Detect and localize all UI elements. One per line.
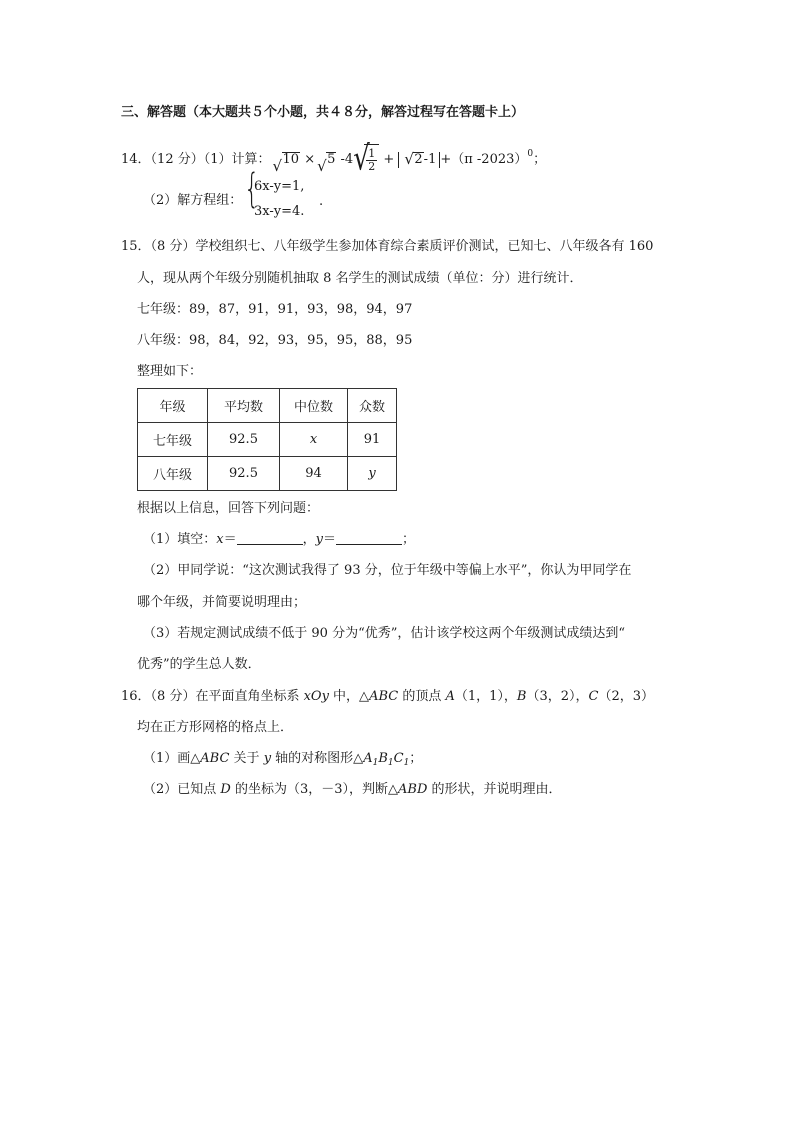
var-abd: ABD [398, 782, 428, 797]
cell-median: x [280, 423, 348, 457]
answer-blank-x[interactable] [237, 531, 303, 545]
q16-line2: 均在正方形网格的格点上． [137, 720, 294, 735]
q16-p2-text: 的坐标为（3，－3），判断△ [230, 782, 399, 797]
plus-sign: + [383, 152, 395, 167]
subscript-1: 1 [372, 758, 379, 768]
point-b1: B [378, 751, 388, 766]
q16-part1 [143, 750, 422, 772]
q15-p1-label: （1）填空： [143, 532, 217, 547]
semicolon: ； [409, 751, 423, 766]
question-14-part1 [121, 139, 547, 179]
q15-part2-line1: （2）甲同学说：“这次测试我得了 93 分，位于年级中等偏上水平”，你认为甲同学在 [143, 563, 632, 578]
coord-c: （2，3） [598, 689, 655, 704]
point-b: B [516, 689, 527, 704]
coord-b: （3，2）， [526, 689, 589, 704]
equals-sign: ＝ [223, 532, 237, 547]
system-brace: { [244, 166, 260, 212]
sqrt-one-half: √ $\frac{1}{2}$ [353, 144, 379, 176]
q16-line1 [121, 688, 654, 706]
q16-p2-text: 的形状，并说明理由． [427, 782, 562, 797]
q16-p2-text: （2）已知点 [143, 782, 221, 797]
var-y: y [263, 751, 272, 766]
header-grade: 年级 [138, 389, 208, 423]
grade7-scores: 七年级：89，87，91，91，93，98，94，97 [137, 302, 413, 317]
cell-median: 94 [280, 457, 348, 491]
exponent-zero: 0 [527, 149, 534, 159]
grade8-scores: 八年级：98，84，92，93，95，95，88，95 [137, 333, 413, 348]
coord-a: （1，1）， [454, 689, 517, 704]
cell-grade: 八年级 [138, 457, 208, 491]
q15-line2: 人，现从两个年级分别随机抽取 8 名学生的测试成绩（单位：分）进行统计． [137, 271, 583, 286]
q14-number: 14． [121, 152, 151, 167]
point-c: C [588, 689, 599, 704]
times-sign: × [304, 152, 316, 167]
semicolon: ； [402, 532, 416, 547]
var-abc: ABC [369, 689, 399, 704]
cell-grade: 七年级 [138, 423, 208, 457]
cell-mean: 92.5 [208, 423, 280, 457]
q16-text: 的顶点 [398, 689, 446, 704]
stats-table [137, 388, 397, 491]
cell-mode: y [348, 457, 397, 491]
q16-p1-text: 关于 [229, 751, 264, 766]
comma: ， [302, 532, 316, 547]
equation-2: 3x-y=4. [254, 204, 305, 219]
equals-sign: ＝ [323, 532, 337, 547]
q15-prompt: 根据以上信息，回答下列问题： [137, 501, 320, 516]
q14-points: （12 分） [150, 152, 204, 167]
q16-text: 中，△ [328, 689, 370, 704]
table-row [138, 423, 397, 457]
point-a: A [445, 689, 455, 704]
var-xoy: xOy [303, 689, 329, 704]
q15-part2-line2: 哪个年级，并简要说明理由； [137, 595, 307, 610]
sqrt-5: √ 5 [317, 152, 336, 175]
section-heading: 三、解答题（本大题共５个小题，共４８分，解答过程写在答题卡上） [121, 105, 525, 120]
subscript-1: 1 [387, 758, 394, 768]
q16-part2 [143, 781, 562, 799]
table-header-row [138, 389, 397, 423]
var-x: x [216, 532, 224, 547]
pi-term: +（π -2023） [440, 152, 528, 167]
table-row [138, 457, 397, 491]
subscript-1: 1 [403, 758, 410, 768]
header-mode: 众数 [348, 389, 397, 423]
q16-p1-text: （1）画△ [143, 751, 201, 766]
equation-1: 6x-y=1, [254, 179, 305, 194]
var-abc: ABC [200, 751, 230, 766]
abs-sqrt2-minus-1: √ 2-1 [398, 152, 440, 168]
point-c1: C [393, 751, 404, 766]
q14-part1-label: （1）计算： [203, 152, 271, 167]
answer-blank-y[interactable] [336, 531, 402, 545]
q15-line1: 15．（8 分）学校组织七、八年级学生参加体育综合素质评价测试，已知七、八年级各有 160 [121, 239, 654, 254]
equation-end: . [319, 194, 324, 209]
cell-mode: 91 [348, 423, 397, 457]
var-y: y [315, 532, 324, 547]
q14-part2-label: （2）解方程组： [143, 193, 243, 208]
q16-text: 16．（8 分）在平面直角坐标系 [121, 689, 304, 704]
q15-part1 [143, 531, 415, 549]
point-a1: A [363, 751, 373, 766]
point-d: D [220, 782, 231, 797]
q15-part3-line1: （3）若规定测试成绩不低于 90 分为“优秀”，估计该学校这两个年级测试成绩达到“ [143, 626, 626, 641]
header-mean: 平均数 [208, 389, 280, 423]
cell-mean: 92.5 [208, 457, 280, 491]
organize-label: 整理如下： [137, 364, 203, 379]
q14-tail: ； [533, 152, 547, 167]
q16-p1-text: 轴的对称图形△ [271, 751, 364, 766]
minus-four: -4 [340, 152, 354, 167]
q15-part3-line2: 优秀”的学生总人数． [137, 657, 261, 672]
header-median: 中位数 [280, 389, 348, 423]
sqrt-10: √ 10 [272, 152, 300, 175]
